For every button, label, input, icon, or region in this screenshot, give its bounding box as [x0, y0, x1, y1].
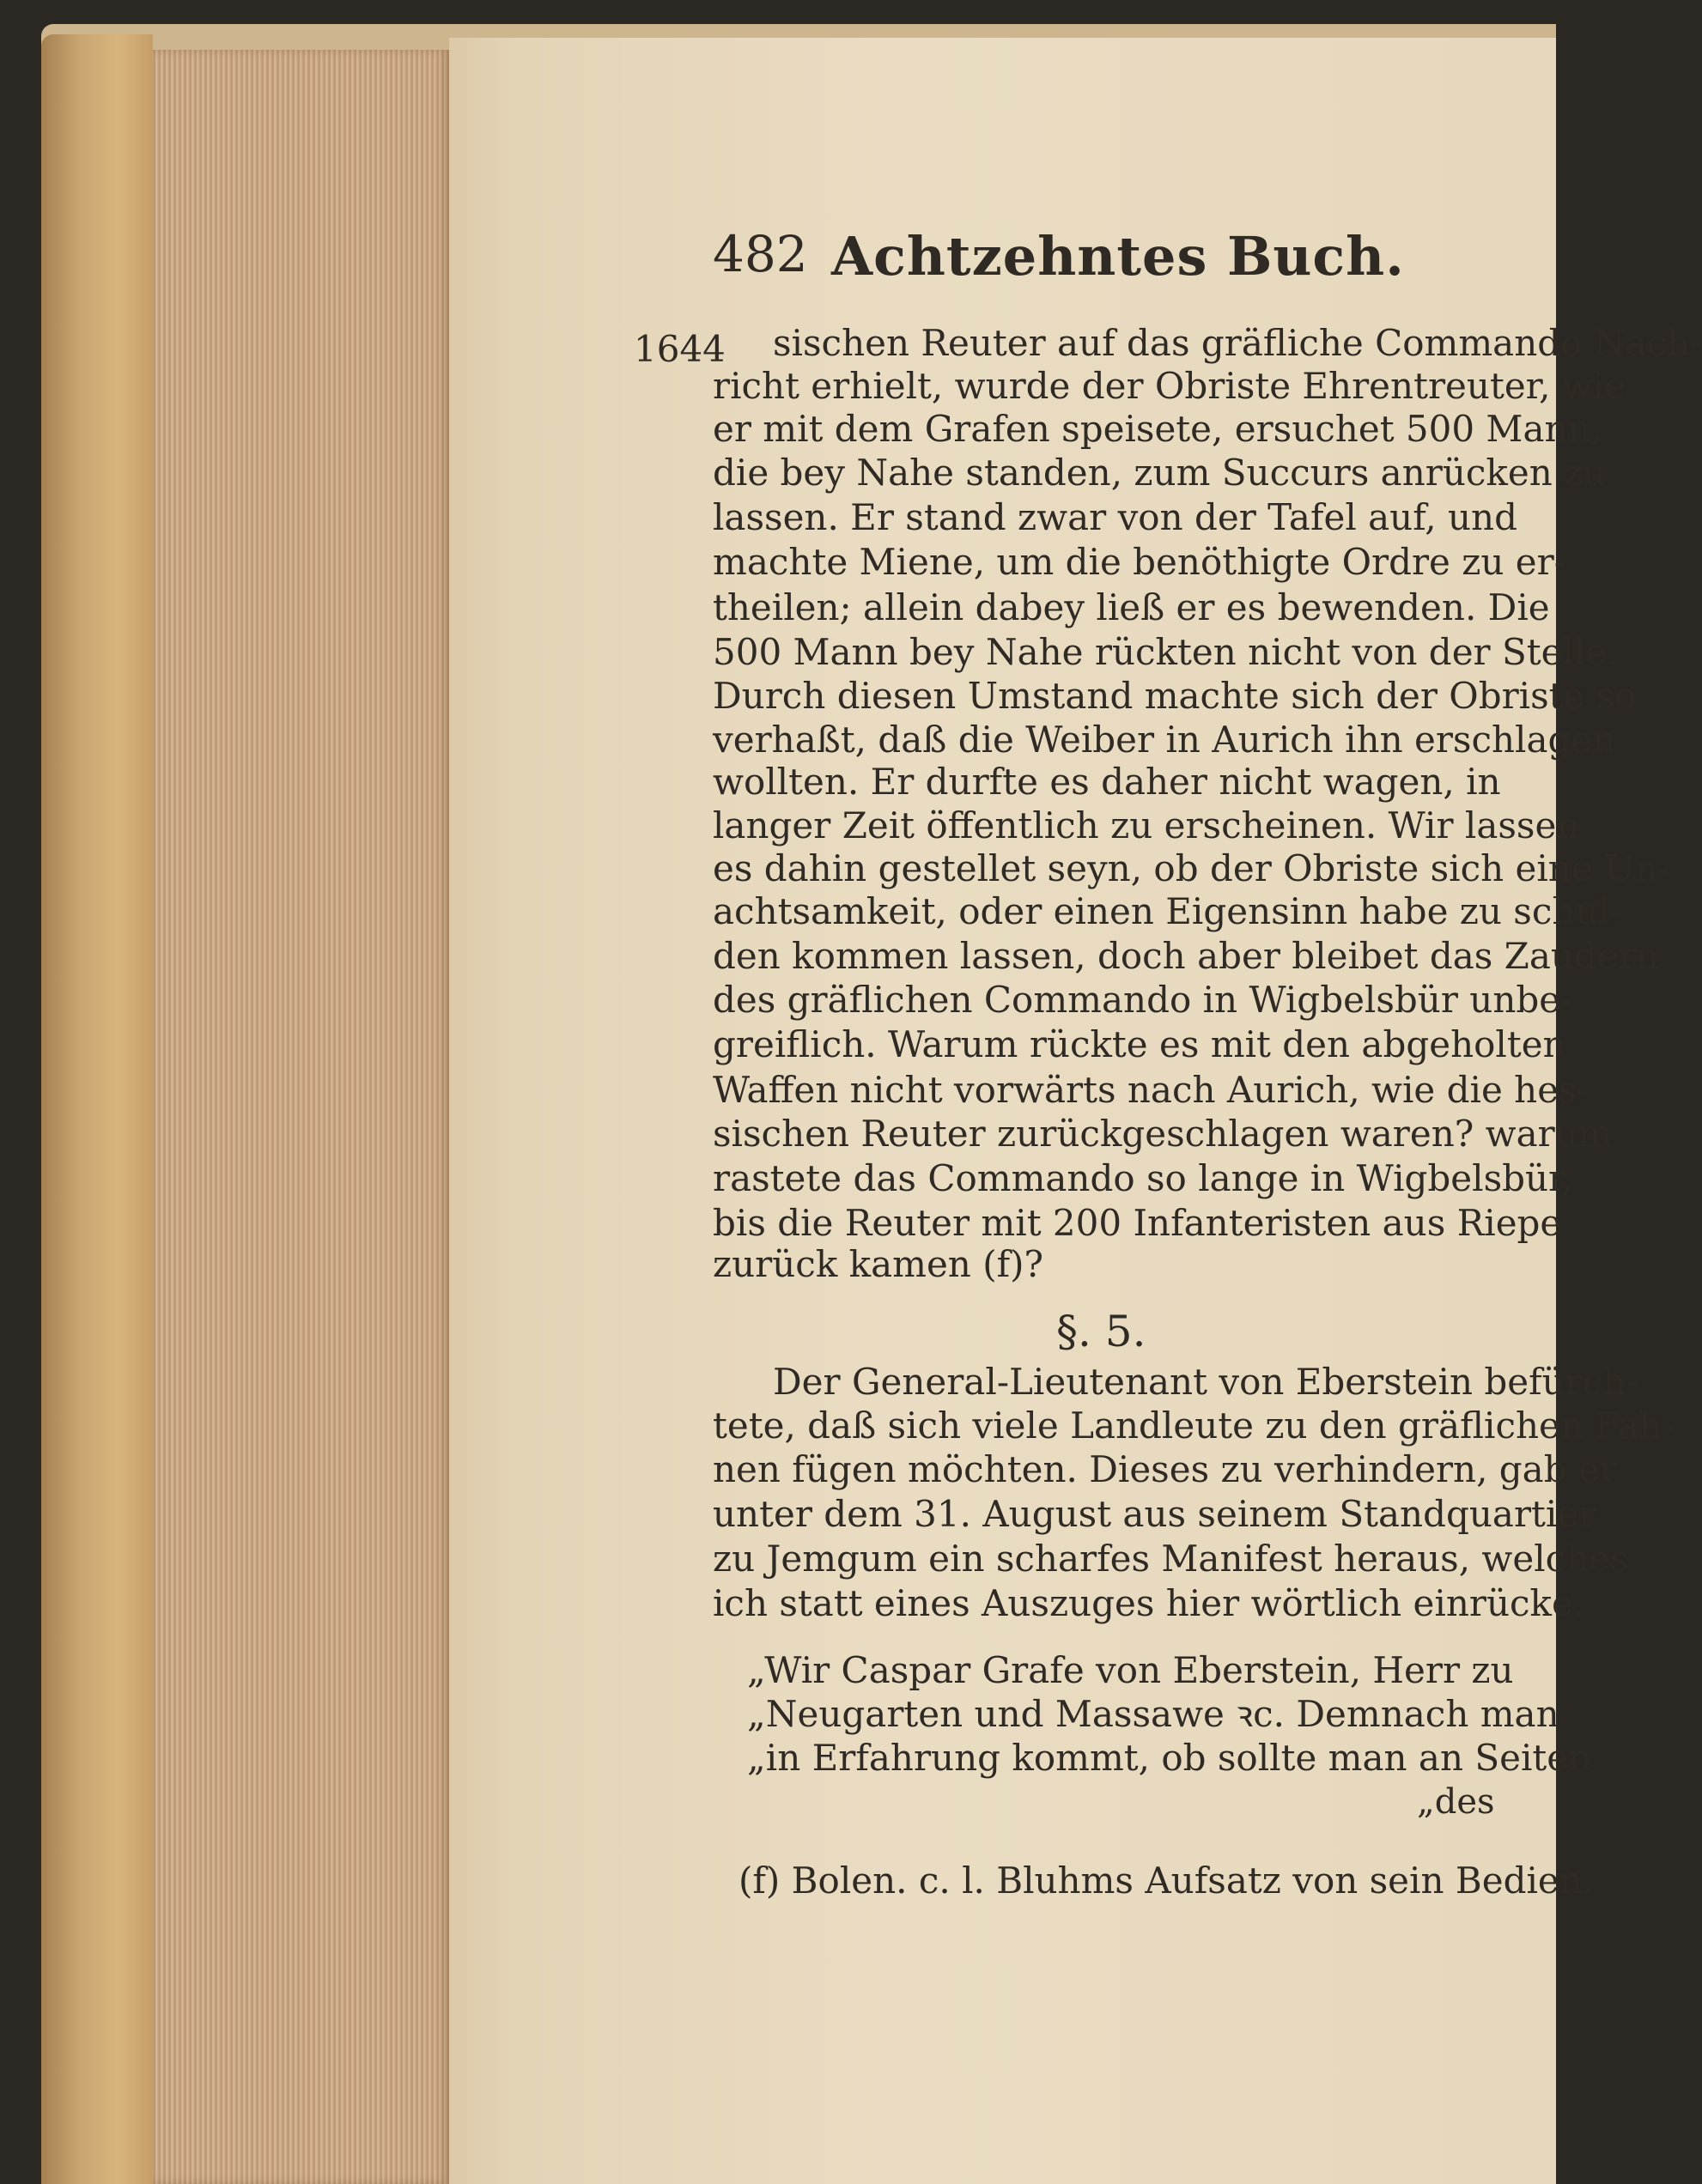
- page-stack-edge: [153, 50, 449, 2184]
- text-line: des gräflichen Commando in Wigbelsbür unbe-: [713, 979, 1573, 1021]
- page-number: 482: [713, 225, 808, 283]
- text-line: theilen; allein dabey ließ er es bewenden. Die: [713, 586, 1550, 628]
- text-line: die bey Nahe standen, zum Succurs anrücken zu: [713, 452, 1607, 494]
- quote-line: „Neugarten und Massawe ꝛc. Demnach man: [747, 1693, 1559, 1735]
- text-line: richt erhielt, wurde der Obriste Ehrentreuter, wie: [713, 365, 1626, 407]
- footnote: (f) Bolen. c. l. Bluhms Aufsatz von sein Bedien.: [739, 1859, 1595, 1902]
- text-line: achtsamkeit, oder einen Eigensinn habe zu schul-: [713, 890, 1623, 932]
- running-head: Achtzehntes Buch.: [831, 225, 1405, 288]
- text-line: verhaßt, daß die Weiber in Aurich ihn erschlagen: [713, 719, 1616, 761]
- text-line: Durch diesen Umstand machte sich der Obriste so: [713, 675, 1637, 717]
- text-line: nen fügen möchten. Dieses zu verhindern, gab er: [713, 1448, 1617, 1490]
- section-heading: §. 5.: [1056, 1307, 1146, 1356]
- text-line: greiflich. Warum rückte es mit den abgeholten: [713, 1023, 1566, 1065]
- text-line: langer Zeit öffentlich zu erscheinen. Wir lassen: [713, 804, 1580, 846]
- text-line: Der General-Lieutenant von Eberstein befürch-: [773, 1361, 1638, 1403]
- text-line: 500 Mann bey Nahe rückten nicht von der Stelle.: [713, 631, 1619, 673]
- text-line: rastete das Commando so lange in Wigbelsbür,: [713, 1157, 1573, 1199]
- text-line: bis die Reuter mit 200 Infanteristen aus Riepe: [713, 1202, 1562, 1244]
- book-cover-edge: [41, 34, 153, 2184]
- text-line: tete, daß sich viele Landleute zu den gräflichen Fah-: [713, 1404, 1675, 1447]
- text-line: sischen Reuter zurückgeschlagen waren? warum: [713, 1113, 1613, 1155]
- text-line: Waffen nicht vorwärts nach Aurich, wie die hes-: [713, 1069, 1590, 1111]
- text-line: er mit dem Grafen speisete, ersuchet 500 Mann,: [713, 408, 1602, 450]
- catchword: „des: [1417, 1782, 1495, 1822]
- text-line: unter dem 31. August aus seinem Standquartier: [713, 1493, 1596, 1535]
- text-line: zu Jemgum ein scharfes Manifest heraus, welches: [713, 1538, 1629, 1580]
- quote-line: „Wir Caspar Grafe von Eberstein, Herr zu: [747, 1649, 1514, 1691]
- text-line: ich statt eines Auszuges hier wörtlich einrücke.: [713, 1582, 1585, 1624]
- quote-line: „in Erfahrung kommt, ob sollte man an Seiten: [747, 1737, 1592, 1779]
- text-line: es dahin gestellet seyn, ob der Obriste sich eine Un-: [713, 847, 1670, 889]
- text-line: machte Miene, um die benöthigte Ordre zu er-: [713, 541, 1566, 583]
- text-line: sischen Reuter auf das gräfliche Commando Nach-: [773, 322, 1702, 364]
- text-line: lassen. Er stand zwar von der Tafel auf, und: [713, 496, 1517, 538]
- margin-year: 1644: [634, 328, 726, 370]
- text-line: den kommen lassen, doch aber bleibet das Zaudern: [713, 935, 1659, 977]
- text-line: wollten. Er durfte es daher nicht wagen, in: [713, 761, 1501, 803]
- text-line: zurück kamen (f)?: [713, 1243, 1044, 1285]
